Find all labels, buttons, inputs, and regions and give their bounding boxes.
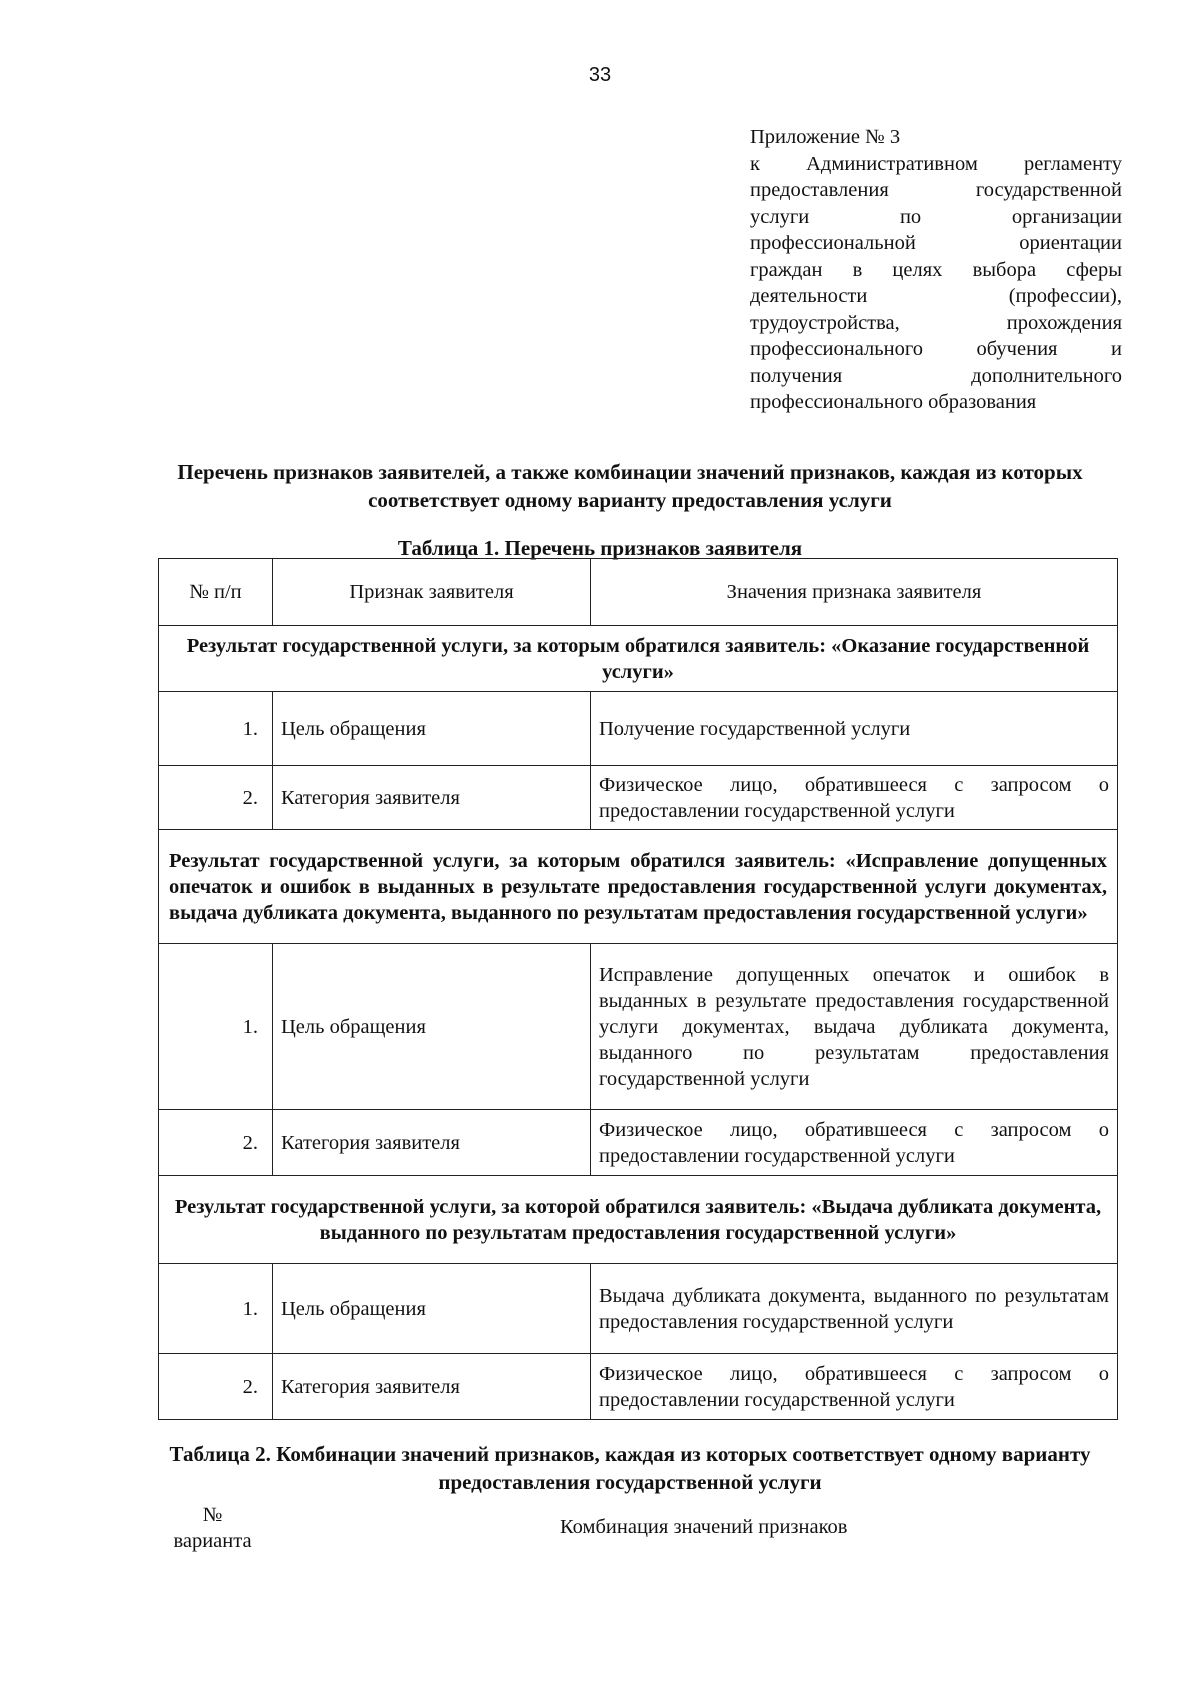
appendix-line: услуги по организации [750,205,1122,228]
appendix-line: Приложение № 3 [750,126,901,148]
applicant-signs-table [158,558,1118,1420]
row-number: 2. [159,766,273,830]
appendix-line: предоставления государственной [750,179,1122,201]
row-sign: Цель обращения [273,1264,591,1354]
header-sign: Признак заявителя [273,559,591,626]
section-title: Результат государственной услуги, за которым обратился заявитель: «Оказание государственной услуги» [159,626,1118,692]
appendix-line: профессиональной ориентации [750,232,1122,254]
appendix-block [750,124,1122,416]
table1-caption: Таблица 1. Перечень признаков заявителя [397,536,803,560]
row-number: 1. [159,944,273,1110]
appendix-line: граждан в целях выбора сферы [750,258,1122,281]
section-title: Результат государственной услуги, за которым обратился заявитель: «Исправление допущенных опечаток и ошибок в выданных в результате предоставления государственной услуги документах, выдача дубликата документа, выданного по результатам предоставления государственной услуги» [159,830,1118,944]
table2-header-number [165,1502,260,1554]
row-number: 2. [159,1110,273,1176]
row-value: Физическое лицо, обратившееся с запросом о предоставлении государственной услуги [591,1354,1118,1420]
row-sign: Цель обращения [273,944,591,1110]
table-row [159,1110,1118,1176]
row-value: Выдача дубликата документа, выданного по результатам предоставления государственной услуги [591,1264,1118,1354]
table2-header-number-line: № [202,1504,223,1526]
row-sign: Категория заявителя [273,766,591,830]
row-sign: Цель обращения [273,692,591,766]
row-number: 1. [159,692,273,766]
appendix-line: к Административном регламенту [750,152,1122,175]
header-value: Значения признака заявителя [591,559,1118,626]
section-row [159,626,1118,692]
section-row [159,830,1118,944]
table-row [159,766,1118,830]
main-title: Перечень признаков заявителей, а также комбинации значений признаков, каждая из которых соответствует одному варианту предоставления услуги [177,460,1083,512]
appendix-line: деятельности (профессии), [750,285,1122,307]
table-header-row [159,559,1118,626]
page-number: 33 [588,64,612,86]
table2-caption: Таблица 2. Комбинации значений признаков, каждая из которых соответствует одному варианту предоставления государственной услуги [169,1442,1091,1494]
row-number: 1. [159,1264,273,1354]
table2-header-number-line: варианта [173,1530,252,1552]
row-sign: Категория заявителя [273,1354,591,1420]
table2-header-combination: Комбинация значений признаков [560,1516,848,1538]
row-value: Физическое лицо, обратившееся с запросом о предоставлении государственной услуги [591,766,1118,830]
table-row [159,944,1118,1110]
row-value: Физическое лицо, обратившееся с запросом о предоставлении государственной услуги [591,1110,1118,1176]
appendix-line: получения дополнительного [750,364,1122,387]
table-row [159,1354,1118,1420]
row-sign: Категория заявителя [273,1110,591,1176]
section-title: Результат государственной услуги, за которой обратился заявитель: «Выдача дубликата документа, выданного по результатам предоставления государственной услуги» [159,1176,1118,1264]
row-value: Получение государственной услуги [591,692,1118,766]
table-row [159,692,1118,766]
appendix-line: профессионального образования [750,391,1037,413]
header-number: № п/п [159,559,273,626]
table-row [159,1264,1118,1354]
row-number: 2. [159,1354,273,1420]
appendix-line: трудоустройства, прохождения [750,311,1122,334]
section-row [159,1176,1118,1264]
row-value: Исправление допущенных опечаток и ошибок в выданных в результате предоставления государственной услуги документах, выдача дубликата документа, выданного по результатам предоставления государственной услуги [591,944,1118,1110]
appendix-line: профессионального обучения и [750,338,1122,360]
